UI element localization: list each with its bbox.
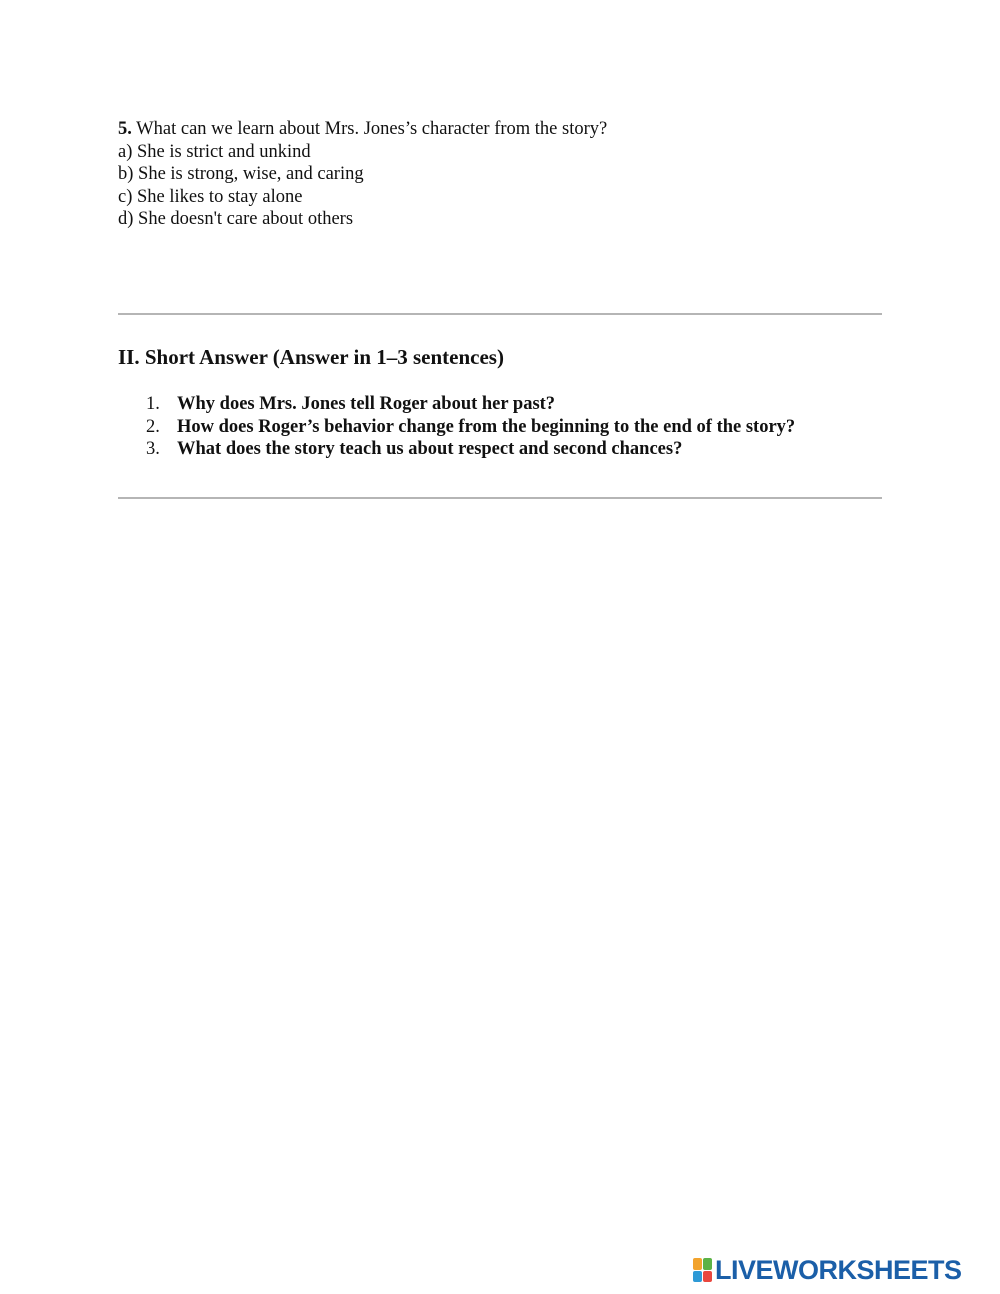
question-5-text: What can we learn about Mrs. Jones’s character from the story? — [131, 119, 608, 139]
question-5-number: 5. — [118, 119, 132, 139]
short-answer-question: How does Roger’s behavior change from the beginning to the end of the story? — [177, 416, 796, 437]
liveworksheets-logo — [693, 1255, 962, 1285]
short-answer-item — [118, 438, 882, 461]
short-answer-question: What does the story teach us about respect and second chances? — [177, 439, 683, 459]
option-d: d) She doesn't care about others — [118, 209, 354, 229]
question-5-stem — [118, 118, 882, 141]
option-b: b) She is strong, wise, and caring — [118, 164, 364, 184]
short-answer-item — [118, 393, 882, 416]
short-answer-list — [118, 393, 882, 461]
short-answer-number: 1. — [146, 394, 160, 414]
option-c: c) She likes to stay alone — [118, 186, 303, 207]
short-answer-number: 2. — [146, 416, 160, 437]
option-a: a) She is strict and unkind — [118, 141, 311, 162]
question-5 — [118, 118, 882, 231]
section-divider-bottom — [118, 497, 882, 499]
liveworksheets-logo-icon — [693, 1258, 712, 1282]
section-divider-top — [118, 313, 882, 315]
short-answer-question: Why does Mrs. Jones tell Roger about her past? — [177, 394, 556, 414]
short-answer-item — [118, 416, 882, 439]
logo-text: LIVEWORKSHEETS — [715, 1255, 962, 1285]
short-answer-heading: II. Short Answer (Answer in 1–3 sentences) — [118, 345, 504, 369]
short-answer-number: 3. — [146, 439, 160, 459]
